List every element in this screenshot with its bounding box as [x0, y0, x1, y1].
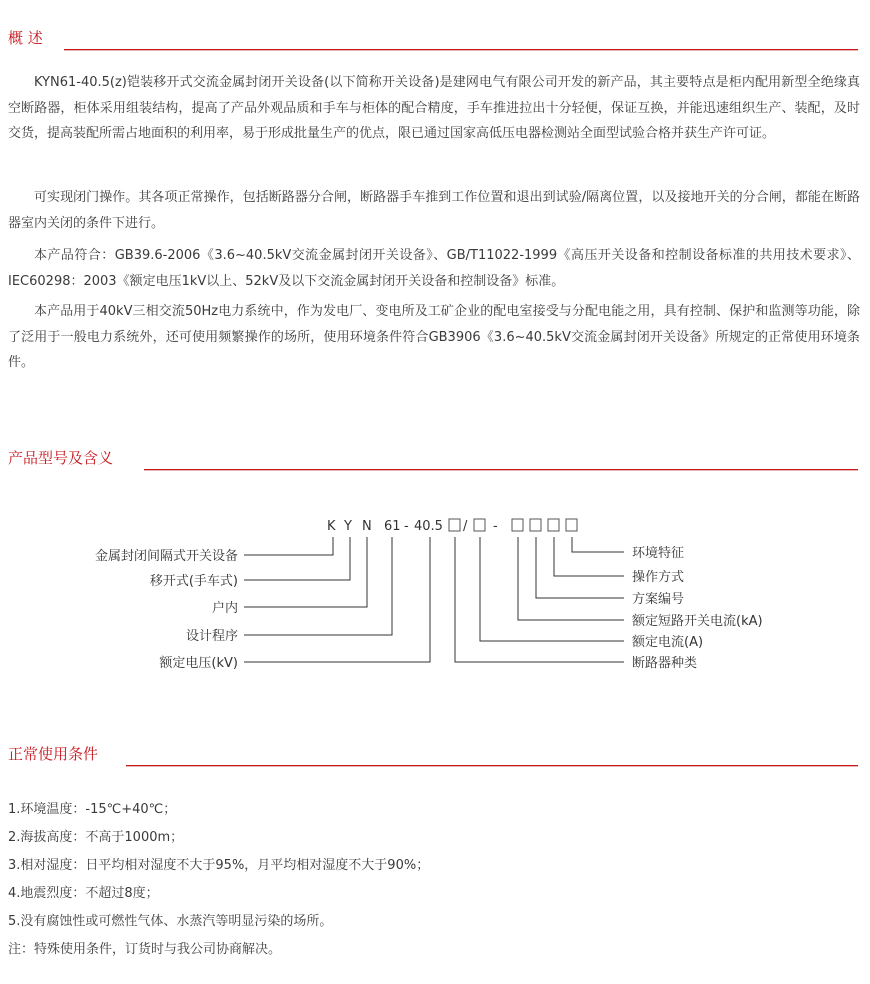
right-leader-lines	[455, 537, 624, 662]
label-short-circuit-current: 额定短路开关电流(kA)	[632, 614, 763, 629]
label-metal-enclosed: 金属封闭间隔式开关设备	[94, 549, 238, 564]
label-breaker-type: 断路器种类	[632, 656, 698, 671]
section-divider	[64, 49, 858, 51]
code-dash-2: -	[493, 519, 498, 534]
section-divider	[126, 765, 858, 767]
code-dash: -	[404, 519, 409, 534]
label-indoor: 户内	[211, 601, 238, 616]
overview-paragraph-1: KYN61-40.5(z)铠装移开式交流金属封闭开关设备(以下简称开关设备)是建网电气有限公司开发的新产品，其主要特点是柜内配用新型全绝缘真空断路器，柜体采用组装结构，提高了产品外观品质和手车与柜体的配合精度，手车推进拉出十分轻便，保证互换，并能迅速组织生产、装配，及时交货，提高装配所需占地面积的利用率，易于形成批量生产的优点，限已通过国家高低压电器检测站全面型试验合格并获生产许可证。	[8, 75, 860, 141]
condition-note: 注：特殊使用条件，订货时与我公司协商解决。	[8, 942, 282, 957]
label-design-sequence: 设计程序	[185, 629, 238, 644]
section-divider	[144, 469, 858, 471]
label-environment: 环境特征	[632, 546, 685, 561]
label-scheme-number: 方案编号	[632, 592, 685, 607]
section-header-overview	[8, 28, 858, 52]
section-title-model: 产品型号及含义	[8, 449, 114, 467]
label-operation-mode: 操作方式	[632, 570, 685, 585]
code-box-scheme	[530, 519, 541, 531]
overview-paragraph-4: 本产品用于40kV三相交流50Hz电力系统中，作为发电厂、变电所及工矿企业的配电室接受与分配电能之用，具有控制、保护和监测等功能，除了泛用于一般电力系统外，还可使用频繁操作的场所，使用环境条件符合GB3906《3.6~40.5kV交流金属封闭开关设备》所规定的正常使用环境条件。	[8, 304, 860, 370]
code-letter-n: N	[362, 519, 372, 534]
code-letter-y: Y	[344, 519, 352, 534]
code-box-breaker-type	[449, 519, 460, 531]
code-letter-k: K	[327, 519, 336, 534]
code-design-number: 61	[384, 519, 401, 534]
overview-paragraph-3: 本产品符合：GB39.6-2006《3.6~40.5kV交流金属封闭开关设备》、GB/T11022-1999《高压开关设备和控制设备标准的共用技术要求》、IEC60298：2003《额定电压1kV以上、52kV及以下交流金属封闭开关设备和控制设备》标准。	[8, 248, 860, 289]
condition-item: 4.地震烈度：不超过8度；	[8, 886, 159, 901]
condition-item: 2.海拔高度：不高于1000m；	[8, 830, 184, 845]
label-rated-voltage: 额定电压(kV)	[159, 656, 238, 671]
code-box-operation	[548, 519, 559, 531]
section-header-conditions	[8, 744, 858, 768]
code-slash: /	[463, 519, 468, 534]
overview-paragraph-2: 可实现闭门操作。其各项正常操作，包括断路器分合闸，断路器手车推到工作位置和退出到试验/隔离位置，以及接地开关的分合闸，都能在断路器室内关闭的条件下进行。	[8, 190, 860, 231]
left-leader-lines	[244, 537, 430, 662]
code-voltage: 40.5	[414, 519, 443, 534]
section-title-overview: 概 述	[8, 29, 43, 47]
code-box-rated-current	[474, 519, 485, 531]
label-rated-current: 额定电流(A)	[632, 635, 704, 650]
section-title-conditions: 正常使用条件	[8, 745, 99, 763]
model-code-diagram	[0, 505, 870, 680]
label-withdrawable: 移开式(手车式)	[149, 574, 238, 589]
section-header-model	[8, 448, 858, 472]
code-box-short-circuit	[512, 519, 523, 531]
condition-item: 5.没有腐蚀性或可燃性气体、水蒸汽等明显污染的场所。	[8, 914, 333, 929]
code-box-environment	[566, 519, 577, 531]
condition-item: 1.环境温度：-15℃+40℃；	[8, 802, 177, 817]
condition-item: 3.相对湿度：日平均相对湿度不大于95%，月平均相对湿度不大于90%；	[8, 858, 430, 873]
